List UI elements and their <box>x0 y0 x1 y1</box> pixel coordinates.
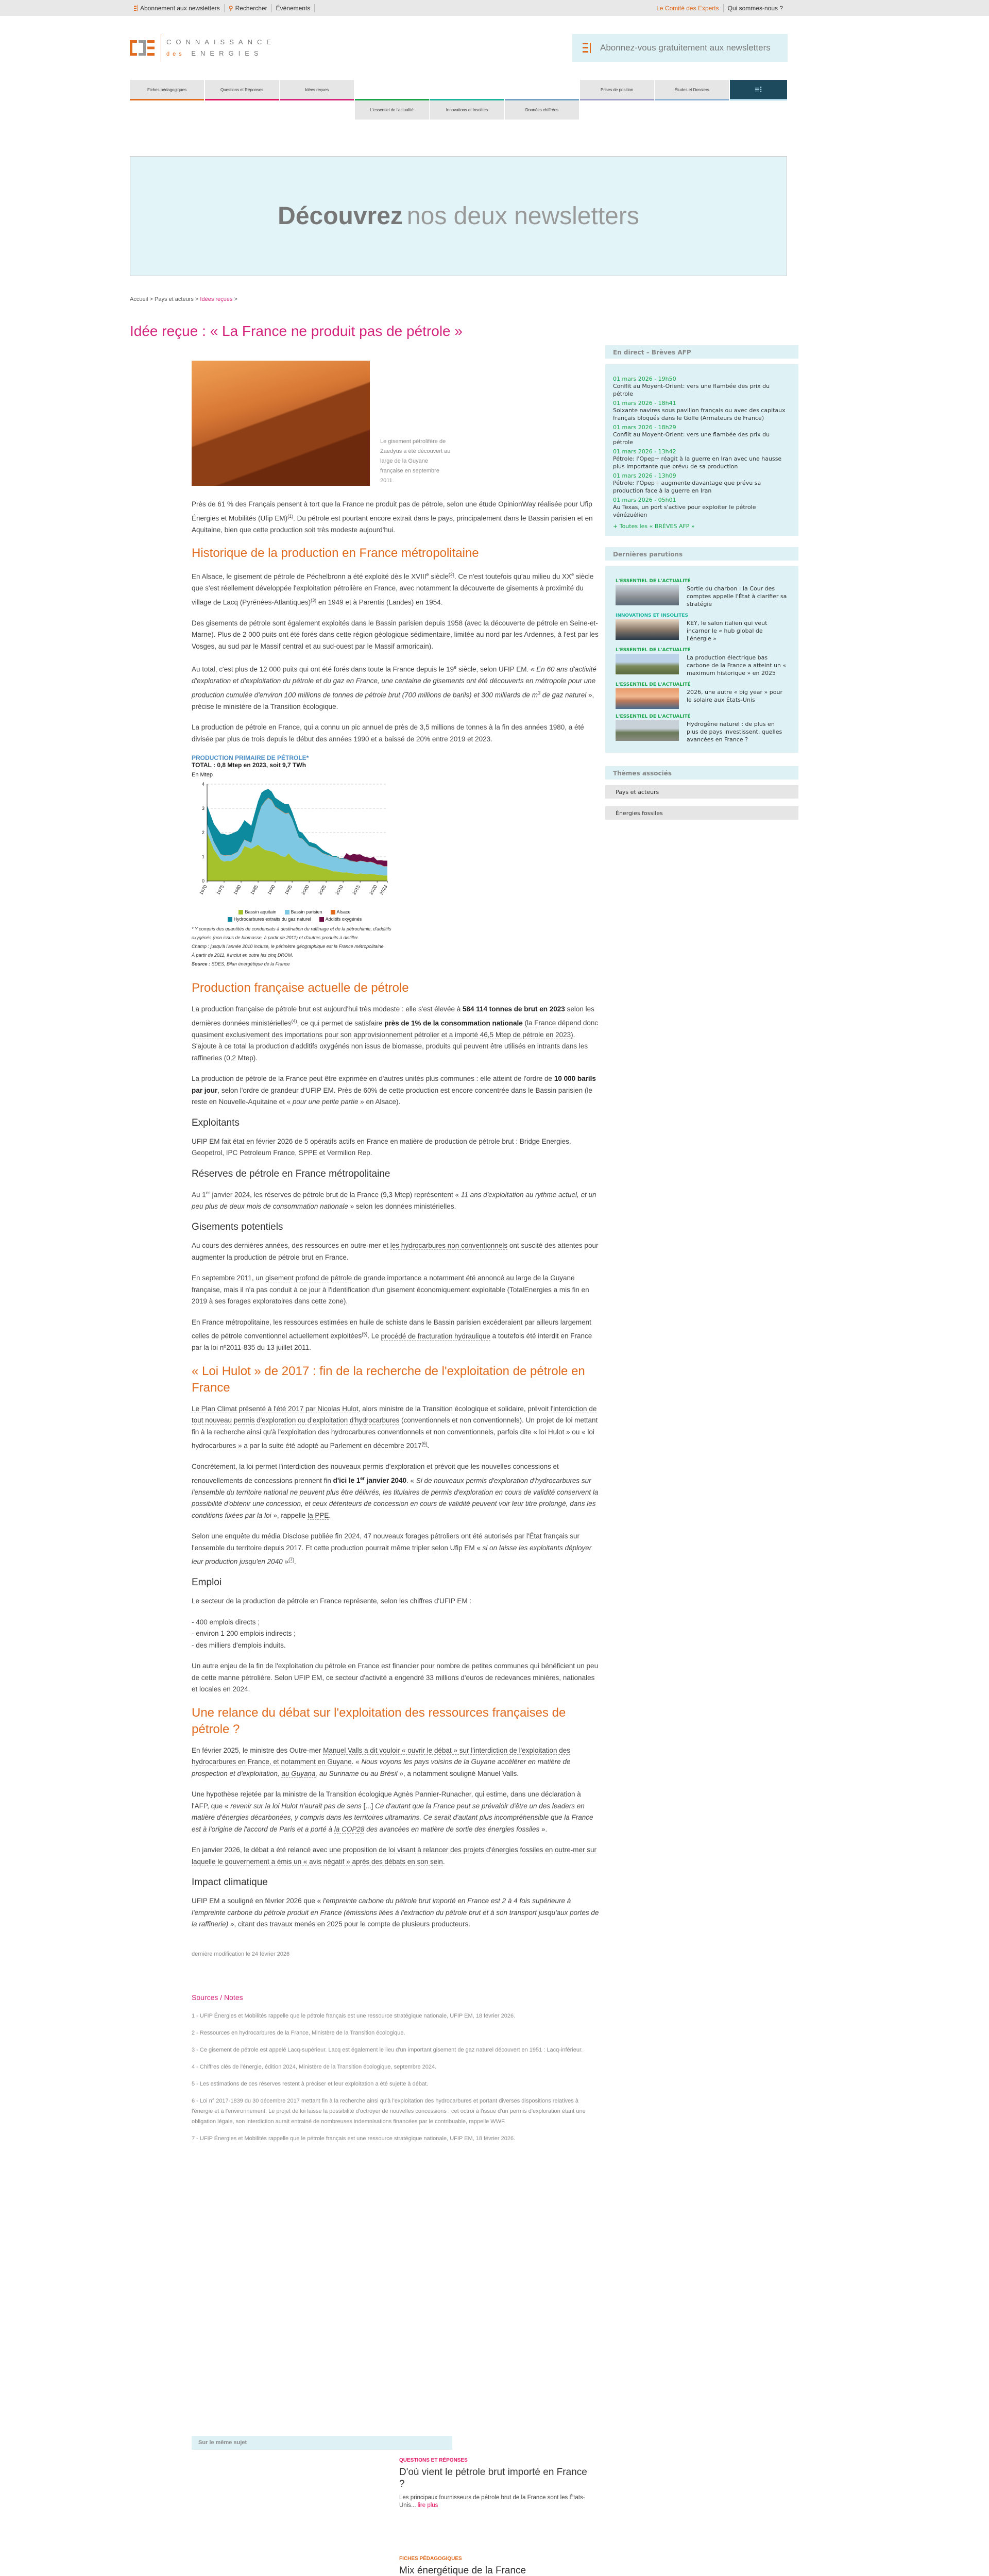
paragraph: Concrètement, la loi permet l'interdiction des nouveaux permis d'exploration et prévoit que les nouvelles concessions et renouvellements de concessions prennent fin d'ici le 1er janvier 2040. « Si de nouveaux permis d'exploration d'hydrocarbures sur l'ensemble du territoire national ne peuvent plus être délivrés, les titulaires de permis d'exploration en cours de validité conservent la possibilité d'obtenir une concession, et ceux détenteurs de concession en cours de validité peuvent voir leur titre prolongé, dans les conditions fixées par la loi », rappelle la PPE. <box>192 1463 599 1519</box>
inline-link[interactable]: gisement profond de pétrole <box>265 1274 352 1282</box>
afp-news-item[interactable]: 01 mars 2026 - 13h42 Pétrole: l'Opep+ réagit à la guerre en Iran avec une hausse plus importante que prévu de sa production <box>613 448 782 470</box>
chart-xtick: 1995 <box>283 884 293 896</box>
top-bar <box>0 0 989 16</box>
related-title[interactable]: D'où vient le pétrole brut importé en France ? <box>399 2467 587 2489</box>
related-description: Les principaux fournisseurs de pétrole brut de la France sont les États-Unis... <box>399 2495 585 2509</box>
paragraph: Le secteur de la production de pétrole en France représente, selon les chiffres d'UFIP EM : <box>192 1597 472 1605</box>
afp-news-list <box>605 364 798 536</box>
ei-menu-button[interactable] <box>730 80 787 100</box>
parution-thumbnail <box>616 688 679 709</box>
hero-caption: Le gisement pétrolifère de Zaedyus a été découvert au large de la Guyane française en septembre 2011. <box>380 438 451 484</box>
subsection-heading: Gisements potentiels <box>192 1222 283 1232</box>
legend-item: Bassin parisien <box>285 909 322 914</box>
chart-xtick: 2005 <box>317 884 327 896</box>
chart-notes: * Y compris des quantités de condensats à destination du raffinage et de la pétrochimie, d'additifs oxygénés (non issus de biomasse, à partir de 2011) et d'autres produits à distiller. Champ : jusqu'à l'année 2010 incluse, le périmètre géographique est la France métropolitaine. À partir de 2011, il inclut en outre les cinq DROM. Source : SDES, Bilan énergétique de la France <box>192 926 391 967</box>
parution-item[interactable]: Hydrogène naturel : de plus en plus de pays investissent, quelles avancées en France ? <box>616 720 788 743</box>
inline-link[interactable]: l'interdiction de tout nouveau permis d'exploration ou d'exploitation d'hydrocarbures <box>192 1404 597 1424</box>
parution-item[interactable]: La production électrique bas carbone de la France a atteint un « maximum historique » en 2025 <box>616 654 788 677</box>
newsletter-link[interactable]: Abonnement aux newsletters <box>130 4 225 12</box>
logo-des: des <box>166 50 185 57</box>
inline-link[interactable]: une proposition de loi visant à relancer des projets d'énergies fossiles en outre-mer sur laquelle le gouvernement a émis un « avis négatif » après des débats en son sein <box>192 1846 597 1866</box>
footnote-link[interactable]: (3) <box>311 597 317 603</box>
legend-swatch <box>238 910 243 914</box>
inline-link[interactable]: procédé de fracturation hydraulique <box>381 1332 490 1340</box>
newsletter-icon <box>134 5 138 11</box>
chart-xtick: 1985 <box>249 884 259 896</box>
breadcrumb-section[interactable]: Pays et acteurs <box>155 296 194 302</box>
nav-tab[interactable]: Données chiffrées <box>505 100 579 120</box>
chart-ytick: 2 <box>201 830 204 835</box>
nav-tab[interactable]: Idées reçues <box>280 80 354 100</box>
search-link[interactable]: ⚲ Rechercher <box>225 4 272 12</box>
breadcrumb: Accueil > Pays et acteurs > Idées reçues > <box>130 296 237 302</box>
production-chart <box>192 754 398 969</box>
legend-swatch <box>319 917 324 922</box>
paragraph: Des gisements de pétrole sont également exploités dans le Bassin parisien depuis 1958 (avec la découverte de pétrole en Seine-et-Marne). Plus de 2 000 puits ont été forés dans cette région géologique sédimentaire, limitée au nord par les Ardennes, à l'est par les Vosges, au sud par le Massif central et au sud-ouest par le Massif armoricain). <box>192 619 599 650</box>
parution-category: L'ESSENTIEL DE L'ACTUALITÉ <box>616 579 691 584</box>
read-more-link[interactable]: lire plus <box>417 2502 438 2509</box>
breadcrumb-current[interactable]: Idées reçues <box>200 296 233 302</box>
section-heading: Historique de la production en France métropolitaine <box>192 546 479 560</box>
paragraph: UFIP EM fait état en février 2026 de 5 opératifs actifs en France en matière de production de pétrole brut : Bridge Energies, Geopetrol, IPC Petroleum France, SPPE et Vermilion Rep. <box>192 1137 571 1157</box>
chart-svg <box>192 778 398 907</box>
legend-item: Hydrocarbures extraits du gaz naturel <box>228 917 311 922</box>
nav-tab[interactable]: Prises de position <box>580 80 654 100</box>
parution-category: L'ESSENTIEL DE L'ACTUALITÉ <box>616 714 691 719</box>
nav-tab <box>430 80 504 100</box>
subsection-heading: Emploi <box>192 1577 222 1588</box>
footnote-link[interactable]: (1) <box>287 513 294 519</box>
nav-tab[interactable]: Innovations et Insolites <box>430 100 504 120</box>
parution-thumbnail <box>616 585 679 605</box>
source-item[interactable]: 4 - Chiffres clés de l'énergie, édition 2024, Ministère de la Transition écologique, septembre 2024. <box>192 2063 437 2070</box>
source-item: 5 - Les estimations de ces réserves restent à préciser et leur exploitation a été sujette à débat. <box>192 2080 429 2087</box>
parution-item[interactable]: 2026, une autre « big year » pour le solaire aux États-Unis <box>616 688 788 709</box>
parutions-list <box>605 566 798 753</box>
inline-link[interactable]: la PPE <box>308 1511 329 1519</box>
hero-image <box>192 361 370 486</box>
parution-item[interactable]: Sortie du charbon : la Cour des comptes appelle l'État à clarifier sa stratégie <box>616 585 788 608</box>
theme-link[interactable]: Énergies fossiles <box>605 806 798 820</box>
paragraph: En février 2025, le ministre des Outre-mer Manuel Valls a dit vouloir « ouvrir le débat » sur l'interdiction de l'exploitation des hydrocarbures en France, et notamment en Guyane. « Nous voyons les pays voisins de la Guyane accélérer en matière de prospection et d'exploitation, au Guyana, au Suriname ou au Brésil », a notamment souligné Manuel Valls. <box>192 1746 571 1777</box>
same-subject-header: Sur le même sujet <box>192 2436 452 2450</box>
legend-swatch <box>228 917 232 922</box>
related-article[interactable] <box>399 2458 592 2510</box>
events-link[interactable]: Événements <box>272 4 315 12</box>
themes-header: Thèmes associés <box>605 766 798 779</box>
parution-thumbnail <box>616 654 679 674</box>
chart-xtick: 1990 <box>266 884 276 896</box>
paragraph: En janvier 2026, le débat a été relancé avec une proposition de loi visant à relancer des projets d'énergies fossiles en outre-mer sur laquelle le gouvernement a émis un « avis négatif » après des débats en son sein. <box>192 1846 597 1866</box>
legend-swatch <box>285 910 289 914</box>
section-heading: Une relance du débat sur l'exploitation des ressources françaises de pétrole ? <box>192 1705 566 1736</box>
paragraph: Le Plan Climat présenté à l'été 2017 par Nicolas Hulot, alors ministre de la Transition écologique et solidaire, prévoit l'interdiction de tout nouveau permis d'exploration ou d'exploitation d'hydrocarbures (conventionnels et non conventionnels). Un projet de loi mettant fin à la recherche ainsi qu'à l'exploitation des hydrocarbures conventionnels et non conventionnels, parfois dite « loi Hulot » ou « loi hydrocarbures » a par la suite été adopté au Parlement en décembre 2017$^{(6)}$. <box>192 1404 598 1450</box>
menu-icon: ≡⁝ <box>755 86 762 94</box>
footnote-link[interactable]: (6) <box>421 1441 428 1446</box>
logo-line1: CONNAISSANCE <box>166 38 276 46</box>
chart-xtick: 2023 <box>379 884 388 896</box>
afp-news-item[interactable]: 01 mars 2026 - 18h41 Soixante navires sous pavillon français ou avec des capitaux français bloqués dans le Golfe (Armateurs de France) <box>613 400 786 421</box>
section-heading: Production française actuelle de pétrole <box>192 981 409 995</box>
chart-xtick: 2010 <box>334 884 344 896</box>
legend-swatch <box>331 910 335 914</box>
parution-item[interactable]: KEY, le salon italien qui veut incarner le « hub global de l'énergie » <box>616 619 788 642</box>
footnote-link[interactable]: (4) <box>291 1018 297 1024</box>
nav-tab[interactable]: L'essentiel de l'actualité <box>355 100 429 120</box>
breadcrumb-home[interactable]: Accueil <box>130 296 148 302</box>
related-article[interactable] <box>399 2556 592 2576</box>
nav-tab[interactable]: Questions et Réponses <box>205 80 279 100</box>
related-category: FICHES PÉDAGOGIQUES <box>399 2556 462 2562</box>
chart-ytick: 4 <box>201 782 204 787</box>
afp-header: En direct – Brèves AFP <box>605 345 798 359</box>
theme-link[interactable]: Pays et acteurs <box>605 785 798 799</box>
inline-link[interactable]: la COP28 <box>334 1825 365 1833</box>
source-item[interactable]: 1 - UFIP Énergies et Mobilités rappelle que le pétrole français est une ressource stratégique nationale, UFIP EM, 18 février 2026. <box>192 2012 516 2019</box>
inline-link[interactable]: Le Plan Climat présenté à l'été 2017 par Nicolas Hulot <box>192 1404 359 1413</box>
inline-link[interactable]: au Guyana <box>281 1769 316 1777</box>
legend-item: Alsace <box>331 909 351 914</box>
site-logo[interactable] <box>130 34 276 62</box>
subsection-heading: Exploitants <box>192 1117 240 1128</box>
logo-mark <box>130 40 155 56</box>
chart-xtick: 1970 <box>198 884 208 896</box>
parutions-header: Dernières parutions <box>605 547 798 561</box>
nav-tab <box>355 80 429 100</box>
source-item[interactable]: 6 - Loi n° 2017-1839 du 30 décembre 2017 mettant fin à la recherche ainsi qu'à l'exploitation des hydrocarbures et portant diverses dispositions relatives à l'énergie et à l'environnement. Le projet de loi laisse la possibilité d'octroyer de nouvelles concessions : cet octroi à l'issue d'un permis d'exploration étant une obligation légale, son interdiction aurait entrainé de nombreuses indemnisations financées par le contribuable, rappelle WWF. <box>192 2097 586 2125</box>
sidebar <box>605 345 798 820</box>
paragraph: En septembre 2011, un gisement profond de pétrole de grande importance a notamment été annoncé au large de la Guyane française, mais il n'a pas conduit à ce jour à l'identification d'un gisement économiquement exploitable (TotalEnergies a mis fin en 2019 à ses forages exploratoires dans cette zone). <box>192 1274 589 1305</box>
paragraph: En Alsace, le gisement de pétrole de Péchelbronn a été exploité dès le XVIIIe siècle$^{(2)}$. Ce n'est toutefois qu'au milieu du XXe siècle que s'est réellement développée l'exploitation pétrolière en France, avec notamment la découverte de gisements à proximité du village de Lacq (Pyrénées-Atlantiques)$^{(3)}$ en 1949 et à Parentis (Landes) en 1954. <box>192 572 594 606</box>
parution-category: L'ESSENTIEL DE L'ACTUALITÉ <box>616 648 691 653</box>
related-category: QUESTIONS ET RÉPONSES <box>399 2458 468 2463</box>
chart-xtick: 2020 <box>368 884 378 896</box>
logo-line2: ENERGIES <box>191 49 263 57</box>
paragraph: Un autre enjeu de la fin de l'exploitation du pétrole en France est financier pour nombre de petites communes qui bénéficient un peu de cette manne pétrolière. Selon UFIP EM, ce secteur d'activité a engendré 33 millions d'euros de redevances minières, nationales et locales en 2024. <box>192 1662 599 1693</box>
same-subject-list <box>399 2458 592 2576</box>
paragraph: La production de pétrole en France, qui a connu un pic annuel de près de 3,5 millions de tonnes à la fin des années 1980, a été divisée par plus de trois depuis le début des années 1990 et a baissé de 20% entre 2019 et 2023. <box>192 723 584 743</box>
subsection-heading: Réserves de pétrole en France métropolitaine <box>192 1168 390 1179</box>
nav-tab[interactable]: Études et Dossiers <box>655 80 729 100</box>
afp-news-item[interactable]: 01 mars 2026 - 05h01 Au Texas, un port s'active pour exploiter le pétrole vénézuélien <box>613 497 756 518</box>
paragraph: En France métropolitaine, les ressources estimées en huile de schiste dans le Bassin parisien excéderaient par ailleurs largement celles de pétrole conventionnel actuellement exploitées$^{(5)}$. Le procédé de fracturation hydraulique a toutefois été interdit en France par la loi nº2011-835 du 13 juillet 2011. <box>192 1318 592 1351</box>
chart-xtick: 2000 <box>300 884 310 896</box>
paragraph: Au 1er janvier 2024, les réserves de pétrole brut de la France (9,3 Mtep) représentent « 11 ans d'exploitation au rythme actuel, et un peu plus de deux mois de consommation nationale » selon les données ministérielles. <box>192 1190 596 1210</box>
parution-thumbnail <box>616 720 679 741</box>
legend-item: Bassin aquitain <box>238 909 276 914</box>
experts-link[interactable]: Le Comité des Experts <box>652 4 723 12</box>
afp-news-item[interactable]: 01 mars 2026 - 19h50 Conflit au Moyent-Orient: vers une flambée des prix du pétrole <box>613 376 770 397</box>
employment-list: - 400 emplois directs ; - environ 1 200 emplois indirects ; - des milliers d'emplois induits. <box>192 1618 296 1649</box>
paragraph: UFIP EM a souligné en février 2026 que « l'empreinte carbone du pétrole brut importé en France est 2 à 4 fois supérieure à l'empreinte carbone du pétrole produit en France (émissions liées à l'extraction du pétrole brut et à son transport jusqu'aux portes de la raffinerie) », citant des travaux menés en 2025 pour le compte de plusieurs producteurs. <box>192 1897 599 1928</box>
last-modified: dernière modification le 24 février 2026 <box>192 1951 290 1957</box>
paragraph: La production de pétrole de la France peut être exprimée en d'autres unités plus communes : elle atteint de l'ordre de 10 000 barils par jour, selon l'ordre de grandeur d'UFIP EM. Près de 60% de cette production est encore concentrée dans le Bassin parisien (le reste en Nouvelle-Aquitaine et « pour une petite partie » en Alsace). <box>192 1075 596 1106</box>
main-nav <box>130 80 787 100</box>
footnote-link[interactable]: (7) <box>288 1557 294 1562</box>
chart-legend <box>192 909 398 922</box>
source-item[interactable]: 2 - Ressources en hydrocarbures de la France, Ministère de la Transition écologique. <box>192 2029 405 2036</box>
subsection-heading: Impact climatique <box>192 1877 268 1888</box>
chart-ylabel: En Mtep <box>192 772 213 778</box>
footnote-link[interactable]: (2) <box>448 572 454 577</box>
related-title[interactable]: Mix énergétique de la France <box>399 2565 526 2576</box>
sources-title: Sources / Notes <box>192 1993 243 2002</box>
intro-paragraph: Près de 61 % des Français pensent à tort que la France ne produit pas de pétrole, selon une étude OpinionWay réalisée pour Ufip Énergies et Mobilités (Ufip EM)$^{(1)}$. Du pétrole est pourtant encore extrait dans le pays, principalement dans le Bassin parisien et en Aquitaine, bien que cette production soit très modeste aujourd'hui. <box>192 500 593 534</box>
nav-tab[interactable]: Fiches pédagogiques <box>130 80 204 100</box>
source-item: 3 - Ce gisement de pétrole est appelé Lacq-supérieur. Lacq est également le lieu d'un important gisement de gaz naturel découvert en 1951 : Lacq-inférieur. <box>192 2046 583 2053</box>
parution-thumbnail <box>616 619 679 640</box>
inline-link[interactable]: Manuel Valls a dit vouloir « ouvrir le débat » sur l'interdiction de l'exploitation des hydrocarbures en France, et notamment en Guyane <box>192 1746 571 1766</box>
about-link[interactable]: Qui sommes-nous ? <box>727 4 783 12</box>
footnote-link[interactable]: (5) <box>362 1331 368 1336</box>
header-newsletter-button[interactable]: Abonnez-vous gratuitement aux newsletters <box>572 34 788 62</box>
afp-news-item[interactable]: 01 mars 2026 - 18h29 Conflit au Moyent-Orient: vers une flambée des prix du pétrole <box>613 424 770 446</box>
section-heading: « Loi Hulot » de 2017 : fin de la recherche de l'exploitation de pétrole en France <box>192 1364 585 1395</box>
source-item[interactable]: 7 - UFIP Énergies et Mobilités rappelle que le pétrole français est une ressource stratégique nationale, UFIP EM, 18 février 2026. <box>192 2135 516 2142</box>
chart-xtick: 2015 <box>351 884 361 896</box>
chart-ytick: 3 <box>201 806 204 811</box>
article <box>192 361 600 2150</box>
chart-subtitle: TOTAL : 0,8 Mtep en 2023, soit 9,7 TWh <box>192 761 306 769</box>
paragraph: La production française de pétrole brut est aujourd'hui très modeste : elle s'est élevée à 584 114 tonnes de brut en 2023 selon les dernières données ministérielles$^{(4)}$, ce qui permet de satisfaire près de 1% de la consommation nationale (la France dépend donc quasiment exclusivement des importations pour son approvisionnement pétrolier et a importé 46,5 Mtep de pétrole en 2023). S'ajoute à ce total la production d'additifs oxygénés non issus de biomasse, produits qui peuvent être utilisés en intrants dans les raffineries (0,2 Mtep). <box>192 1005 599 1062</box>
paragraph: Au cours des dernières années, des ressources en outre-mer et les hydrocarbures non conventionnels ont suscité des attentes pour augmenter la production de pétrole brut en France. <box>192 1242 599 1261</box>
paragraph: Selon une enquête du média Disclose publiée fin 2024, 47 nouveaux forages pétroliers ont été autorisés par l'État français sur l'ensemble du territoire depuis 2017. Et cette production pourrait même tripler selon Ufip EM « si on laisse les exploitants déployer leur production jusqu'en 2040 »$^{(7)}$. <box>192 1532 592 1566</box>
search-icon: ⚲ <box>228 4 233 12</box>
chart-xtick: 1975 <box>215 884 225 896</box>
legend-item: Additifs oxygénés <box>319 917 362 922</box>
nav-tab <box>505 80 579 100</box>
chart-ytick: 1 <box>201 854 204 859</box>
parution-category: L'ESSENTIEL DE L'ACTUALITÉ <box>616 682 691 687</box>
newsletter-icon <box>583 43 591 53</box>
inline-link[interactable]: les hydrocarbures non conventionnels <box>390 1242 508 1249</box>
page-title: Idée reçue : « La France ne produit pas de pétrole » <box>130 323 463 339</box>
paragraph: Une hypothèse rejetée par la ministre de la Transition écologique Agnès Pannier-Runacher, qui estime, dans une déclaration à l'AFP, que « revenir sur la loi Hulot n'aurait pas de sens [...] Ce d'autant que la France peut se prévaloir d'être un des leaders en matière d'énergies décarbonées, y compris dans les territoires ultramarins. Ce serait d'autant plus incompréhensible que la France est à l'origine de l'accord de Paris et a porté à la COP28 des avancées en matière de sortie des énergies fossiles ». <box>192 1790 593 1833</box>
afp-news-item[interactable]: 01 mars 2026 - 13h09 Pétrole: l'Opep+ augmente davantage que prévu sa production face à la guerre en Iran <box>613 472 761 494</box>
all-afp-link[interactable]: + Toutes les « BRÈVES AFP » <box>613 523 695 530</box>
inline-link[interactable]: (la France dépend donc quasiment exclusivement des importations pour son approvisionnement pétrolier et a importé 46,5 Mtep de pétrole en 2023) <box>192 1019 599 1039</box>
parution-category: INNOVATIONS ET INSOLITES <box>616 613 689 618</box>
newsletter-banner[interactable]: Découvrez nos deux newsletters <box>130 156 787 276</box>
chart-title: PRODUCTION PRIMAIRE DE PÉTROLE* <box>192 754 309 761</box>
chart-ytick: 0 <box>201 878 204 884</box>
sources-notes <box>192 1993 600 2144</box>
paragraph: Au total, c'est plus de 12 000 puits qui ont été forés dans toute la France depuis le 19e siècle, selon UFIP EM. « En 60 ans d'activité d'exploration et d'exploitation du pétrole et du gaz en France, une centaine de gisements ont été découverts en métropole pour une production cumulée d'environ 100 millions de tonnes de pétrole brut (700 millions de barils) et 300 milliards de $m^3$ de gaz naturel », précise le ministère de la Transition écologique. <box>192 665 596 710</box>
chart-xtick: 1980 <box>232 884 242 896</box>
